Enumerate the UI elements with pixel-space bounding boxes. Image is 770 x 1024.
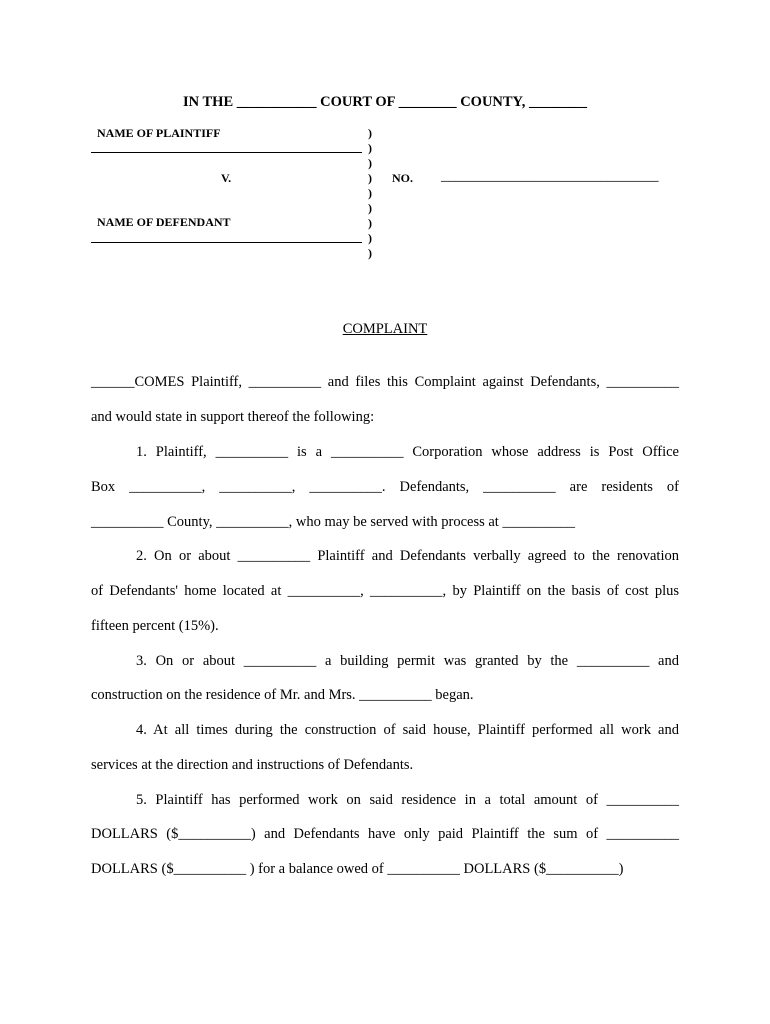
paragraph-2-line-2: of Defendants' home located at __________, __________, by Plaintiff on the basis of cost plus: [91, 583, 679, 599]
paragraph-2-line-1: 2. On or about __________ Plaintiff and Defendants verbally agreed to the renovation: [136, 548, 679, 564]
body-line-1: ______COMES Plaintiff, __________ and files this Complaint against Defendants, __________: [91, 374, 679, 390]
paragraph-4-line-1: 4. At all times during the construction of said house, Plaintiff performed all work and: [136, 722, 679, 738]
plaintiff-name-line: [91, 152, 362, 153]
paragraph-1-line-2: Box __________, __________, __________. Defendants, __________ are residents of: [91, 479, 679, 495]
document-title: COMPLAINT: [342, 321, 428, 337]
versus-label: V.: [221, 171, 232, 185]
paragraph-4-line-2: services at the direction and instructions of Defendants.: [91, 757, 414, 773]
paragraph-3-line-2: construction on the residence of Mr. and Mrs. __________ began.: [91, 687, 474, 703]
plaintiff-name-label: NAME OF PLAINTIFF: [97, 126, 221, 140]
paragraph-2-line-3: fifteen percent (15%).: [91, 618, 219, 634]
caption-parentheses: ) ) ) ) ) ) ) ) ): [368, 126, 372, 260]
court-header: IN THE ___________ COURT OF ________ COUNTY, ________: [183, 94, 587, 110]
paragraph-5-line-2: DOLLARS ($__________) and Defendants have only paid Plaintiff the sum of __________: [91, 826, 679, 842]
body-line-2: and would state in support thereof the following:: [91, 409, 375, 425]
paragraph-1-line-1: 1. Plaintiff, __________ is a __________ Corporation whose address is Post Office: [136, 444, 679, 460]
defendant-name-label: NAME OF DEFENDANT: [97, 215, 231, 229]
case-number-blank: ______________________________: [441, 168, 659, 184]
paragraph-5-line-1: 5. Plaintiff has performed work on said residence in a total amount of __________: [136, 792, 679, 808]
paragraph-5-line-3: DOLLARS ($__________ ) for a balance owed of __________ DOLLARS ($__________): [91, 861, 624, 877]
case-number-label: NO.: [392, 171, 413, 185]
defendant-name-line: [91, 242, 362, 243]
paragraph-1-line-3: __________ County, __________, who may be served with process at __________: [91, 514, 575, 530]
paragraph-3-line-1: 3. On or about __________ a building permit was granted by the __________ and: [136, 653, 679, 669]
